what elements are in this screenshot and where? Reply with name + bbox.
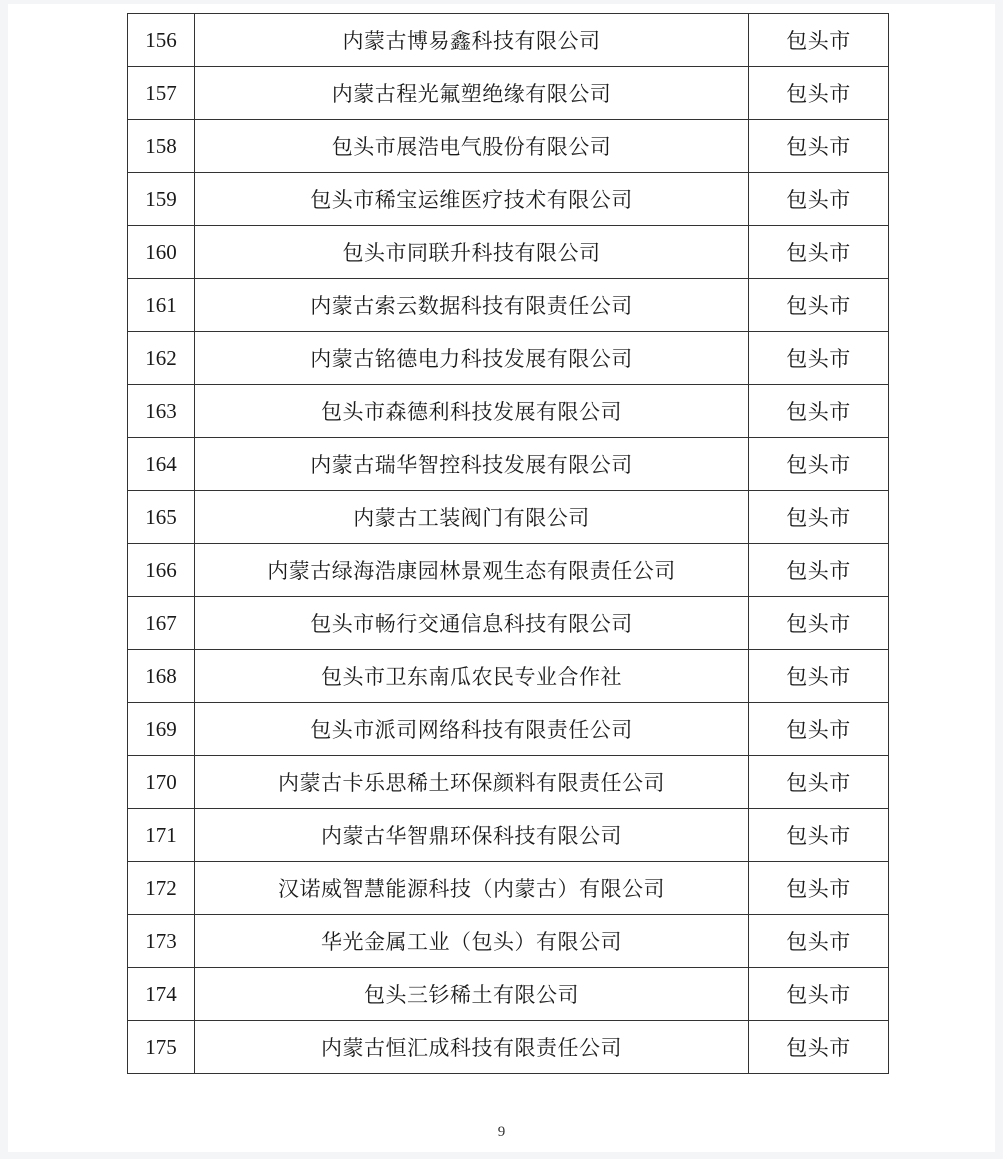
table-row [128, 332, 889, 385]
city: 包头市 [749, 226, 889, 279]
city: 包头市 [749, 438, 889, 491]
company-name: 包头市展浩电气股份有限公司 [195, 120, 749, 173]
table-row [128, 544, 889, 597]
company-table-body [128, 14, 889, 1074]
row-number: 173 [128, 915, 195, 968]
table-row [128, 862, 889, 915]
city: 包头市 [749, 756, 889, 809]
table-row [128, 120, 889, 173]
company-table [127, 13, 889, 1074]
city: 包头市 [749, 14, 889, 67]
row-number: 157 [128, 67, 195, 120]
city: 包头市 [749, 491, 889, 544]
row-number: 168 [128, 650, 195, 703]
company-name: 华光金属工业（包头）有限公司 [195, 915, 749, 968]
city: 包头市 [749, 279, 889, 332]
row-number: 158 [128, 120, 195, 173]
row-number: 172 [128, 862, 195, 915]
city: 包头市 [749, 809, 889, 862]
row-number: 160 [128, 226, 195, 279]
company-name: 内蒙古华智鼎环保科技有限公司 [195, 809, 749, 862]
company-name: 汉诺威智慧能源科技（内蒙古）有限公司 [195, 862, 749, 915]
table-row [128, 67, 889, 120]
table-row [128, 173, 889, 226]
company-name: 内蒙古工装阀门有限公司 [195, 491, 749, 544]
city: 包头市 [749, 915, 889, 968]
company-name: 包头市森德利科技发展有限公司 [195, 385, 749, 438]
table-row [128, 14, 889, 67]
row-number: 165 [128, 491, 195, 544]
company-name: 包头市卫东南瓜农民专业合作社 [195, 650, 749, 703]
company-name: 内蒙古卡乐思稀土环保颜料有限责任公司 [195, 756, 749, 809]
company-name: 内蒙古铭德电力科技发展有限公司 [195, 332, 749, 385]
company-name: 包头市同联升科技有限公司 [195, 226, 749, 279]
city: 包头市 [749, 332, 889, 385]
table-row [128, 968, 889, 1021]
table-row [128, 915, 889, 968]
row-number: 161 [128, 279, 195, 332]
city: 包头市 [749, 703, 889, 756]
page-number: 9 [497, 1124, 506, 1140]
table-row [128, 650, 889, 703]
company-name: 内蒙古程光氟塑绝缘有限公司 [195, 67, 749, 120]
city: 包头市 [749, 173, 889, 226]
row-number: 164 [128, 438, 195, 491]
city: 包头市 [749, 862, 889, 915]
row-number: 167 [128, 597, 195, 650]
row-number: 166 [128, 544, 195, 597]
company-name: 包头三钐稀土有限公司 [195, 968, 749, 1021]
city: 包头市 [749, 544, 889, 597]
company-name: 内蒙古博易鑫科技有限公司 [195, 14, 749, 67]
table-row [128, 703, 889, 756]
table-row [128, 491, 889, 544]
company-name: 内蒙古绿海浩康园林景观生态有限责任公司 [195, 544, 749, 597]
table-row [128, 438, 889, 491]
company-name: 包头市派司网络科技有限责任公司 [195, 703, 749, 756]
row-number: 175 [128, 1021, 195, 1074]
city: 包头市 [749, 968, 889, 1021]
company-name: 包头市畅行交通信息科技有限公司 [195, 597, 749, 650]
row-number: 162 [128, 332, 195, 385]
row-number: 174 [128, 968, 195, 1021]
row-number: 159 [128, 173, 195, 226]
city: 包头市 [749, 67, 889, 120]
table-row [128, 597, 889, 650]
city: 包头市 [749, 650, 889, 703]
table-row [128, 1021, 889, 1074]
company-name: 包头市稀宝运维医疗技术有限公司 [195, 173, 749, 226]
row-number: 156 [128, 14, 195, 67]
row-number: 170 [128, 756, 195, 809]
table-row [128, 226, 889, 279]
city: 包头市 [749, 597, 889, 650]
table-row [128, 809, 889, 862]
table-row [128, 385, 889, 438]
row-number: 163 [128, 385, 195, 438]
row-number: 171 [128, 809, 195, 862]
company-name: 内蒙古索云数据科技有限责任公司 [195, 279, 749, 332]
company-name: 内蒙古瑞华智控科技发展有限公司 [195, 438, 749, 491]
company-name: 内蒙古恒汇成科技有限责任公司 [195, 1021, 749, 1074]
city: 包头市 [749, 1021, 889, 1074]
city: 包头市 [749, 120, 889, 173]
table-row [128, 756, 889, 809]
row-number: 169 [128, 703, 195, 756]
table-row [128, 279, 889, 332]
city: 包头市 [749, 385, 889, 438]
document-page [8, 4, 995, 1152]
